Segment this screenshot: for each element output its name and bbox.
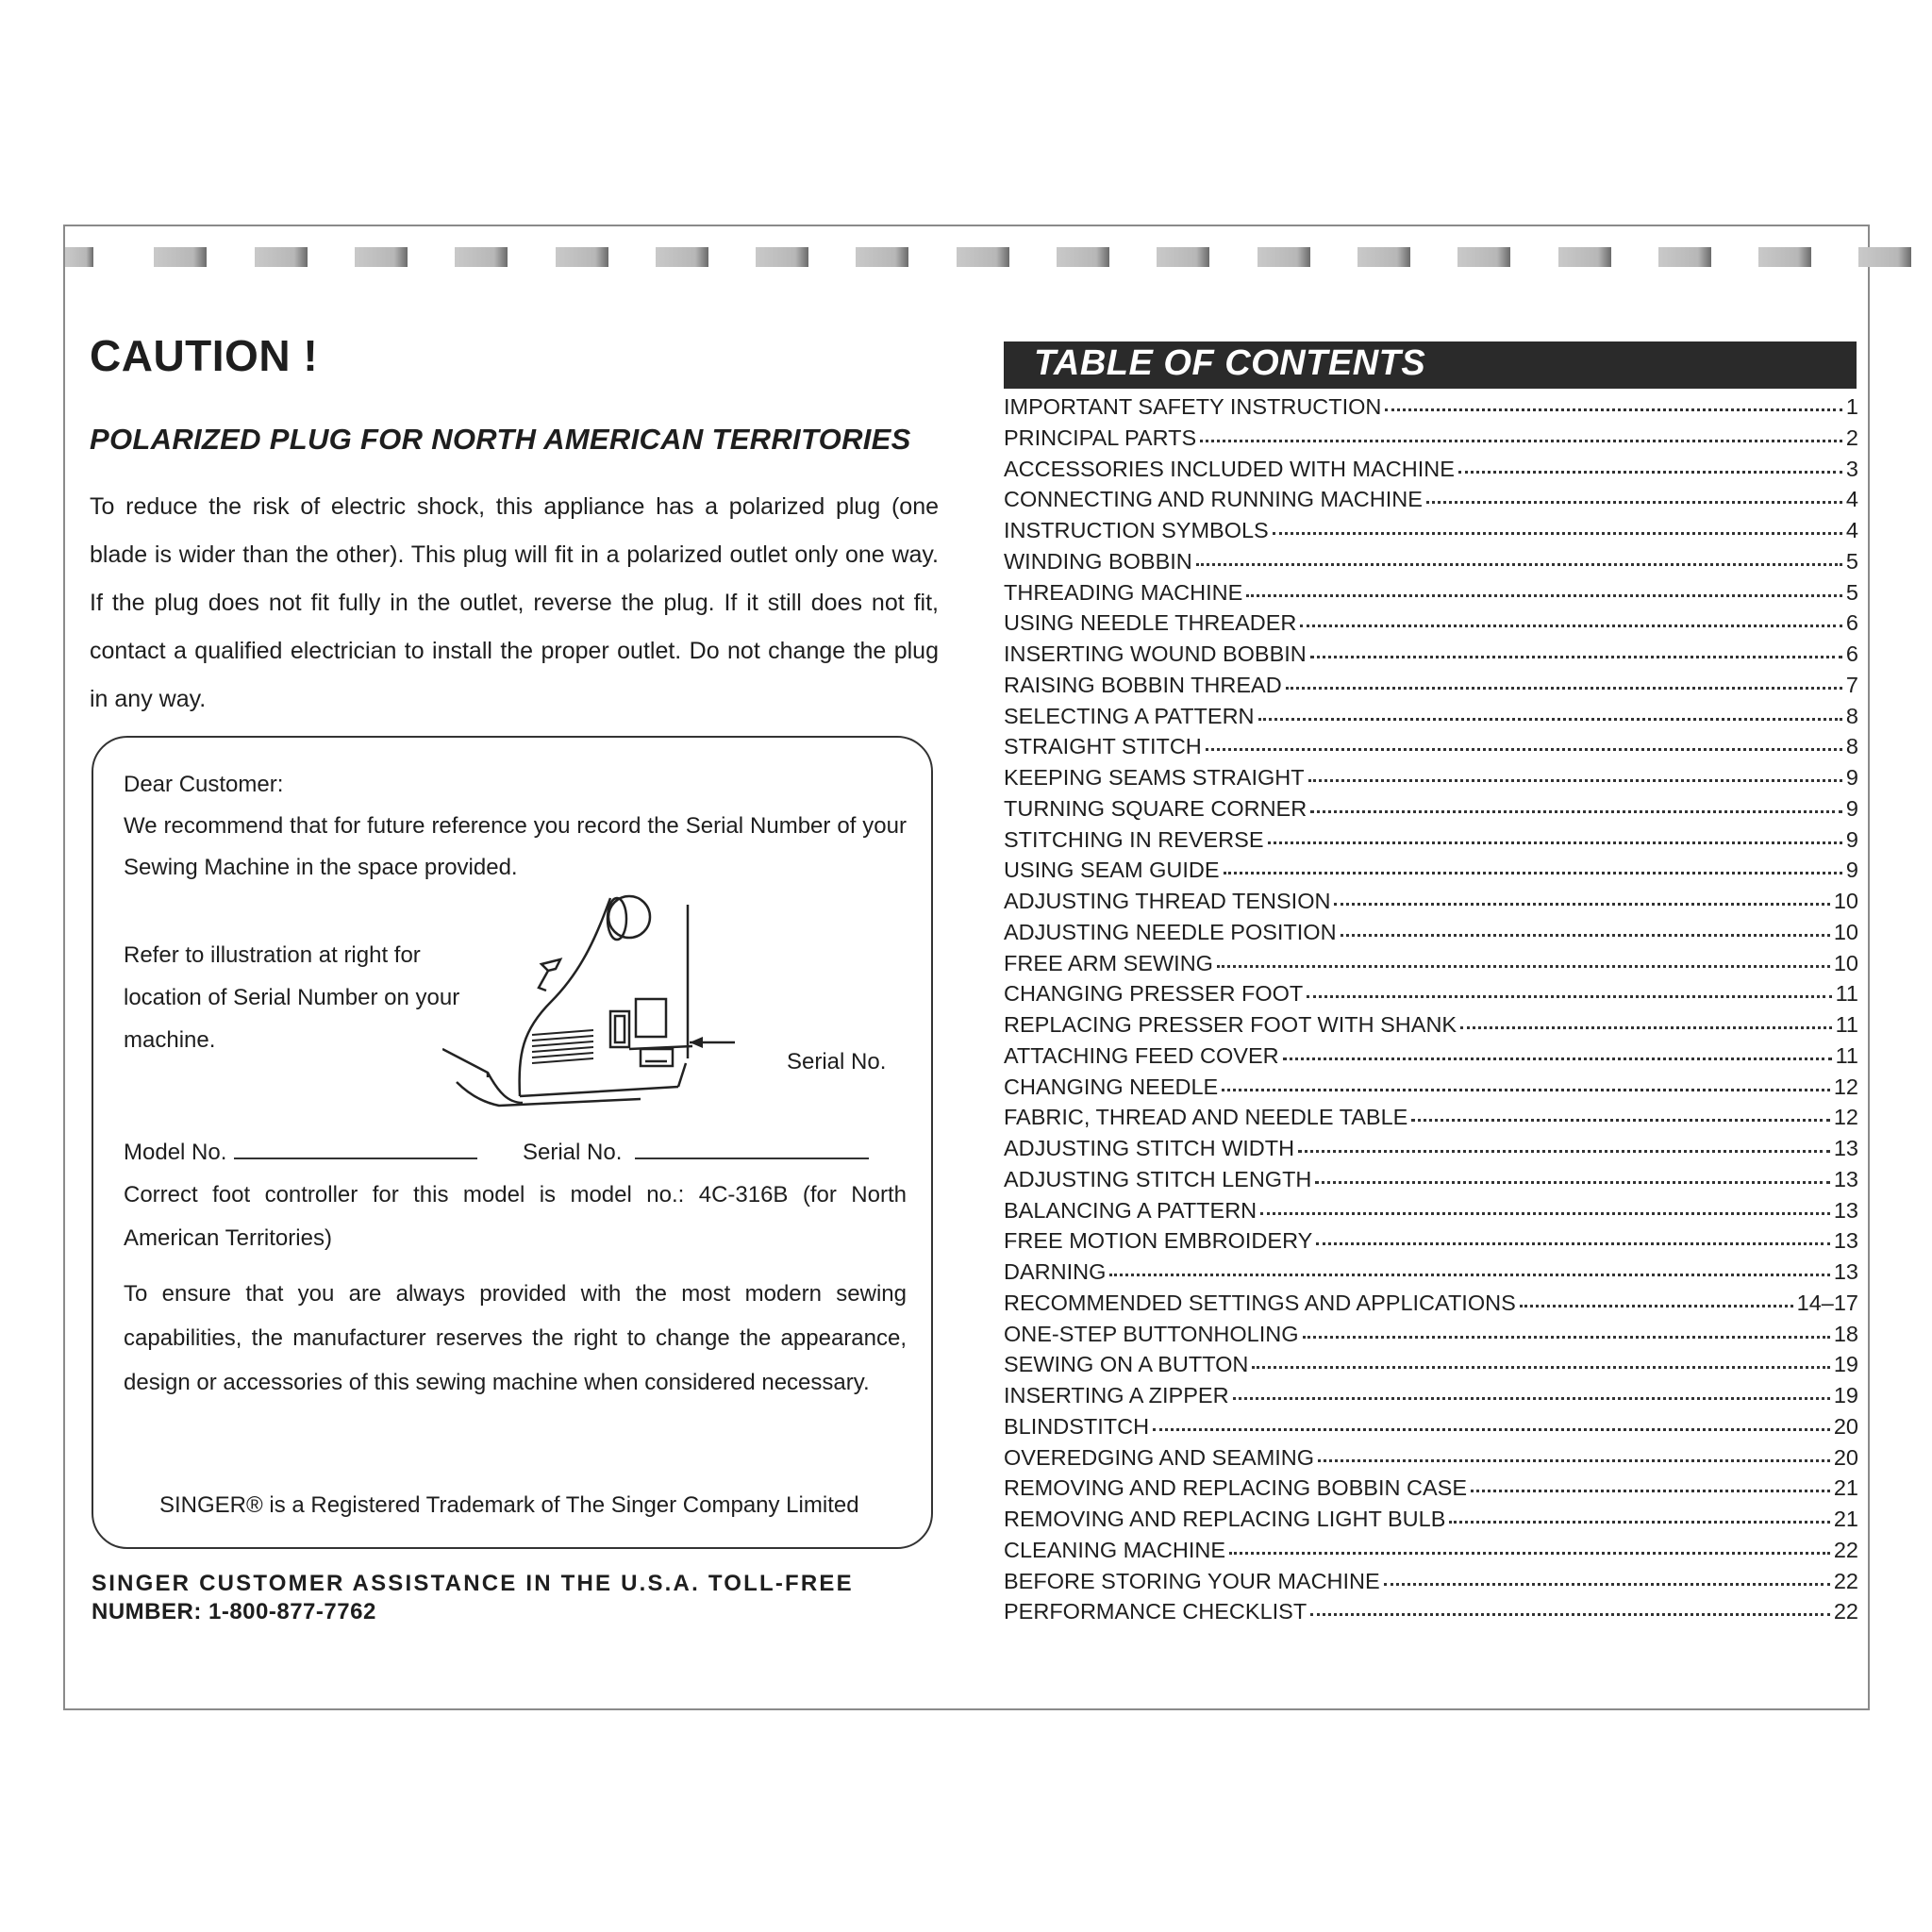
toc-entry <box>1004 948 1858 979</box>
binding-hole <box>154 247 207 267</box>
toc-entry-page: 13 <box>1833 1259 1858 1284</box>
refer-illustration-text: Refer to illustration at right for location of Serial Number on your machine. <box>124 942 460 1053</box>
handwheel-icon <box>608 896 650 938</box>
toc-entry-title: USING SEAM GUIDE <box>1004 858 1220 883</box>
toc-entry-title: STITCHING IN REVERSE <box>1004 826 1264 852</box>
trademark-notice: SINGER® is a Registered Trademark of The Singer Company Limited <box>159 1492 859 1518</box>
toc-entry-page: 13 <box>1833 1228 1858 1254</box>
toc-entry-page: 10 <box>1833 889 1858 913</box>
toc-entry-title: REMOVING AND REPLACING BOBBIN CASE <box>1004 1475 1467 1501</box>
toc-entry-page: 13 <box>1833 1197 1858 1223</box>
toc-leader-dots <box>1200 439 1842 442</box>
toc-entry <box>1004 639 1858 670</box>
toc-entry-page: 4 <box>1845 487 1858 512</box>
serial-number-field <box>523 1139 869 1166</box>
toc-entry-page: 11 <box>1835 1012 1858 1037</box>
toc-entry <box>1004 484 1858 515</box>
toc-entry <box>1004 1411 1858 1442</box>
model-number-field <box>124 1139 477 1166</box>
toc-leader-dots <box>1229 1551 1830 1555</box>
toc-entry <box>1004 1257 1858 1288</box>
toc-entry <box>1004 454 1858 485</box>
toc-entry-title: REMOVING AND REPLACING LIGHT BULB <box>1004 1507 1446 1531</box>
toc-entry <box>1004 1009 1858 1041</box>
binding-hole <box>656 247 708 267</box>
toc-leader-dots <box>1310 1612 1830 1616</box>
model-number-blank <box>234 1139 477 1159</box>
toc-entry-page: 6 <box>1845 610 1858 636</box>
toc-entry-title: FABRIC, THREAD AND NEEDLE TABLE <box>1004 1105 1408 1130</box>
toc-entry-page: 22 <box>1833 1599 1858 1624</box>
binding-hole <box>1057 247 1109 267</box>
toc-entry-title: INSERTING WOUND BOBBIN <box>1004 641 1307 666</box>
toc-entry-title: USING NEEDLE THREADER <box>1004 610 1297 636</box>
toc-leader-dots <box>1315 1180 1829 1184</box>
toc-entry <box>1004 608 1858 639</box>
toc-entry-page: 21 <box>1833 1507 1858 1531</box>
toc-entry-title: CHANGING NEEDLE <box>1004 1074 1219 1099</box>
binding-hole <box>255 247 308 267</box>
toc-entry-title: ADJUSTING THREAD TENSION <box>1004 889 1331 913</box>
toc-leader-dots <box>1458 470 1842 474</box>
toc-entry-title: PERFORMANCE CHECKLIST <box>1004 1599 1307 1624</box>
toc-leader-dots <box>1318 1458 1830 1462</box>
toc-entry-title: SELECTING A PATTERN <box>1004 703 1255 728</box>
binding-hole <box>1357 247 1410 267</box>
toc-entry <box>1004 1596 1858 1627</box>
customer-assistance <box>92 1570 941 1626</box>
toc-leader-dots <box>1298 1149 1830 1153</box>
toc-entry-page: 19 <box>1833 1383 1858 1407</box>
binding-hole <box>1558 247 1611 267</box>
toc-leader-dots <box>1206 747 1842 751</box>
toc-leader-dots <box>1303 1335 1830 1339</box>
toc-entry <box>1004 1535 1858 1566</box>
toc-entry <box>1004 1504 1858 1535</box>
toc-entry-title: ADJUSTING NEEDLE POSITION <box>1004 919 1337 944</box>
toc-leader-dots <box>1411 1118 1830 1122</box>
toc-header <box>1004 341 1857 389</box>
toc-entry-title: OVEREDGING AND SEAMING <box>1004 1444 1315 1470</box>
toc-entry <box>1004 1072 1858 1103</box>
model-number-label: Model No. <box>124 1140 227 1165</box>
assistance-text: SINGER CUSTOMER ASSISTANCE IN THE U.S.A. TOLL-FREE <box>92 1571 854 1596</box>
toc-entry <box>1004 1041 1858 1072</box>
toc-entry-page: 5 <box>1845 548 1858 574</box>
toc-leader-dots <box>1316 1241 1830 1245</box>
toc-entry <box>1004 731 1858 762</box>
toc-leader-dots <box>1196 562 1842 566</box>
toc-leader-dots <box>1460 1025 1832 1029</box>
toc-leader-dots <box>1341 933 1830 937</box>
toc-entry <box>1004 793 1858 824</box>
toc-entry-title: CHANGING PRESSER FOOT <box>1004 981 1304 1007</box>
toc-leader-dots <box>1384 1582 1830 1586</box>
toc-entry-page: 10 <box>1833 919 1858 944</box>
toc-entry <box>1004 515 1858 546</box>
toc-leader-dots <box>1268 841 1842 844</box>
toc-entry <box>1004 1225 1858 1257</box>
toc-leader-dots <box>1385 408 1842 411</box>
binding-hole <box>856 247 908 267</box>
manual-page <box>63 225 1870 1710</box>
toc-entry-title: RECOMMENDED SETTINGS AND APPLICATIONS <box>1004 1290 1516 1315</box>
toc-entry-page: 9 <box>1845 858 1858 883</box>
toc-entry-title: FREE MOTION EMBROIDERY <box>1004 1228 1313 1254</box>
toc-entry-title: ONE-STEP BUTTONHOLING <box>1004 1321 1299 1346</box>
toc-leader-dots <box>1283 1057 1832 1060</box>
toc-entry-page: 7 <box>1845 672 1858 697</box>
toc-entry-title: ADJUSTING STITCH LENGTH <box>1004 1166 1312 1191</box>
toc-leader-dots <box>1300 624 1842 627</box>
toc-entry-title: ADJUSTING STITCH WIDTH <box>1004 1136 1295 1160</box>
serial-number-label: Serial No. <box>523 1140 623 1165</box>
toc-entry <box>1004 824 1858 856</box>
serial-number-location-illustration <box>442 893 867 1129</box>
toc-leader-dots <box>1246 593 1842 597</box>
toc-entry-page: 4 <box>1845 518 1858 542</box>
toc-leader-dots <box>1308 778 1842 782</box>
toc-entry-title: KEEPING SEAMS STRAIGHT <box>1004 765 1305 790</box>
toc-leader-dots <box>1426 500 1842 504</box>
toc-entry <box>1004 391 1858 423</box>
toll-free-number: NUMBER: 1-800-877-7762 <box>92 1599 376 1624</box>
binding-hole <box>957 247 1009 267</box>
toc-entry <box>1004 978 1858 1009</box>
binding-holes <box>65 247 1868 270</box>
toc-entry-page: 13 <box>1833 1136 1858 1160</box>
toc-entry-title: REPLACING PRESSER FOOT WITH SHANK <box>1004 1012 1457 1037</box>
toc-leader-dots <box>1153 1427 1830 1431</box>
greeting: Dear Customer: <box>124 772 284 797</box>
toc-entry-page: 1 <box>1845 394 1858 419</box>
toc-entry-page: 2 <box>1845 425 1858 450</box>
toc-leader-dots <box>1233 1396 1830 1400</box>
toc-entry-page: 11 <box>1835 1042 1858 1068</box>
toc-entry <box>1004 1380 1858 1411</box>
toc-entry-title: RAISING BOBBIN THREAD <box>1004 672 1282 697</box>
toc-entry-title: BALANCING A PATTERN <box>1004 1197 1257 1223</box>
toc-entry-page: 3 <box>1845 456 1858 481</box>
toc-entry-title: ACCESSORIES INCLUDED WITH MACHINE <box>1004 456 1455 481</box>
foot-controller-note: Correct foot controller for this model is model no.: 4C-316B (for North American Territories) <box>124 1182 907 1251</box>
recommend-paragraph: We recommend that for future reference you record the Serial Number of your Sewing Machine in the space provided. <box>124 813 907 880</box>
toc-entry-page: 9 <box>1845 826 1858 852</box>
toc-entry-page: 6 <box>1845 641 1858 666</box>
toc-entry-title: WINDING BOBBIN <box>1004 548 1192 574</box>
design-change-notice: To ensure that you are always provided with the most modern sewing capabilities, the manufacturer reserves the right to change the appearance, design or accessories of this sewing machine when considered necessary. <box>124 1281 907 1395</box>
toc-entry-page: 9 <box>1845 795 1858 821</box>
toc-entry-title: IMPORTANT SAFETY INSTRUCTION <box>1004 394 1382 419</box>
toc-entry-title: FREE ARM SEWING <box>1004 950 1213 975</box>
binding-hole <box>1658 247 1711 267</box>
toc-entry <box>1004 1319 1858 1350</box>
toc-entry-page: 20 <box>1833 1413 1858 1439</box>
toc-entry-page: 20 <box>1833 1444 1858 1470</box>
polarized-plug-heading: POLARIZED PLUG FOR NORTH AMERICAN TERRITORIES <box>90 423 911 456</box>
binding-hole <box>355 247 408 267</box>
toc-leader-dots <box>1109 1273 1829 1276</box>
toc-entry <box>1004 701 1858 732</box>
serial-number-blank <box>635 1139 869 1159</box>
toc-entry-title: PRINCIPAL PARTS <box>1004 425 1197 450</box>
toc-entry-page: 13 <box>1833 1166 1858 1191</box>
toc-entry-page: 12 <box>1833 1105 1858 1130</box>
toc-entry-page: 8 <box>1845 734 1858 759</box>
toc-entry <box>1004 1566 1858 1597</box>
caution-title: CAUTION ! <box>90 331 319 380</box>
toc-leader-dots <box>1260 1211 1830 1215</box>
binding-hole <box>65 247 93 267</box>
binding-hole <box>756 247 808 267</box>
toc-entry-page: 19 <box>1833 1352 1858 1377</box>
toc-entry-title: CLEANING MACHINE <box>1004 1537 1226 1562</box>
toc-leader-dots <box>1449 1520 1829 1524</box>
toc-entry <box>1004 1349 1858 1380</box>
toc-leader-dots <box>1520 1304 1793 1307</box>
toc-entry-page: 22 <box>1833 1568 1858 1593</box>
toc-leader-dots <box>1217 964 1830 968</box>
toc-leader-dots <box>1252 1365 1829 1369</box>
toc-entry-title: BEFORE STORING YOUR MACHINE <box>1004 1568 1380 1593</box>
toc-entry-page: 14–17 <box>1796 1290 1858 1315</box>
toc-leader-dots <box>1258 717 1842 721</box>
toc-entry-page: 8 <box>1845 703 1858 728</box>
toc-entry-title: CONNECTING AND RUNNING MACHINE <box>1004 487 1423 512</box>
toc-entry <box>1004 1164 1858 1195</box>
toc-entry-title: THREADING MACHINE <box>1004 579 1243 605</box>
toc-entry <box>1004 886 1858 917</box>
toc-entry-title: TURNING SQUARE CORNER <box>1004 795 1307 821</box>
toc-entry-page: 10 <box>1833 950 1858 975</box>
toc-leader-dots <box>1307 994 1831 998</box>
toc-entry-title: ATTACHING FEED COVER <box>1004 1042 1279 1068</box>
toc-entry-title: INSERTING A ZIPPER <box>1004 1383 1229 1407</box>
binding-hole <box>1157 247 1209 267</box>
toc-entry <box>1004 1473 1858 1504</box>
binding-hole <box>1457 247 1510 267</box>
toc-entry-title: SEWING ON A BUTTON <box>1004 1352 1249 1377</box>
toc-entry <box>1004 762 1858 793</box>
toc-entry <box>1004 1133 1858 1164</box>
toc-entry <box>1004 423 1858 454</box>
toc-leader-dots <box>1286 686 1842 690</box>
toc-entry <box>1004 917 1858 948</box>
toc-entry <box>1004 1102 1858 1133</box>
binding-hole <box>1758 247 1811 267</box>
toc-entry <box>1004 1288 1858 1319</box>
binding-hole <box>1858 247 1911 267</box>
toc-entry-title: BLINDSTITCH <box>1004 1413 1150 1439</box>
toc-entry <box>1004 855 1858 886</box>
serial-pointer-label: Serial No. <box>787 1049 887 1074</box>
toc-entry-page: 22 <box>1833 1537 1858 1562</box>
toc-leader-dots <box>1224 871 1842 874</box>
toc-entry <box>1004 1195 1858 1226</box>
customer-notice-box <box>92 736 933 1549</box>
toc-entry <box>1004 1442 1858 1474</box>
toc-entry <box>1004 546 1858 577</box>
caution-paragraph: To reduce the risk of electric shock, this appliance has a polarized plug (one blade is wider than the other). This plug will fit in a polarized outlet only one way. If the plug does not fit fully in the outlet, reverse the plug. If it still does not fit, contact a qualified electrician to install the proper outlet. Do not change the plug in any way. <box>90 493 939 712</box>
binding-hole <box>455 247 508 267</box>
vent-lines <box>532 1030 593 1063</box>
toc-entry <box>1004 670 1858 701</box>
toc-leader-dots <box>1222 1088 1830 1091</box>
toc-entry-page: 11 <box>1835 981 1858 1007</box>
toc-entry-page: 9 <box>1845 765 1858 790</box>
toc-entry-page: 18 <box>1833 1321 1858 1346</box>
toc-entry-page: 12 <box>1833 1074 1858 1099</box>
toc-leader-dots <box>1310 655 1842 658</box>
toc-leader-dots <box>1310 809 1842 813</box>
toc-entry-page: 21 <box>1833 1475 1858 1501</box>
toc-title: TABLE OF CONTENTS <box>1034 343 1426 383</box>
toc-leader-dots <box>1273 531 1842 535</box>
toc-entry-page: 5 <box>1845 579 1858 605</box>
toc-entry-title: INSTRUCTION SYMBOLS <box>1004 518 1269 542</box>
binding-hole <box>556 247 608 267</box>
toc-leader-dots <box>1471 1489 1830 1492</box>
toc-entry <box>1004 577 1858 608</box>
binding-hole <box>1257 247 1310 267</box>
toc-entry-title: STRAIGHT STITCH <box>1004 734 1202 759</box>
toc-leader-dots <box>1334 902 1829 906</box>
toc-entry-title: DARNING <box>1004 1259 1107 1284</box>
toc-list <box>1004 391 1858 1627</box>
